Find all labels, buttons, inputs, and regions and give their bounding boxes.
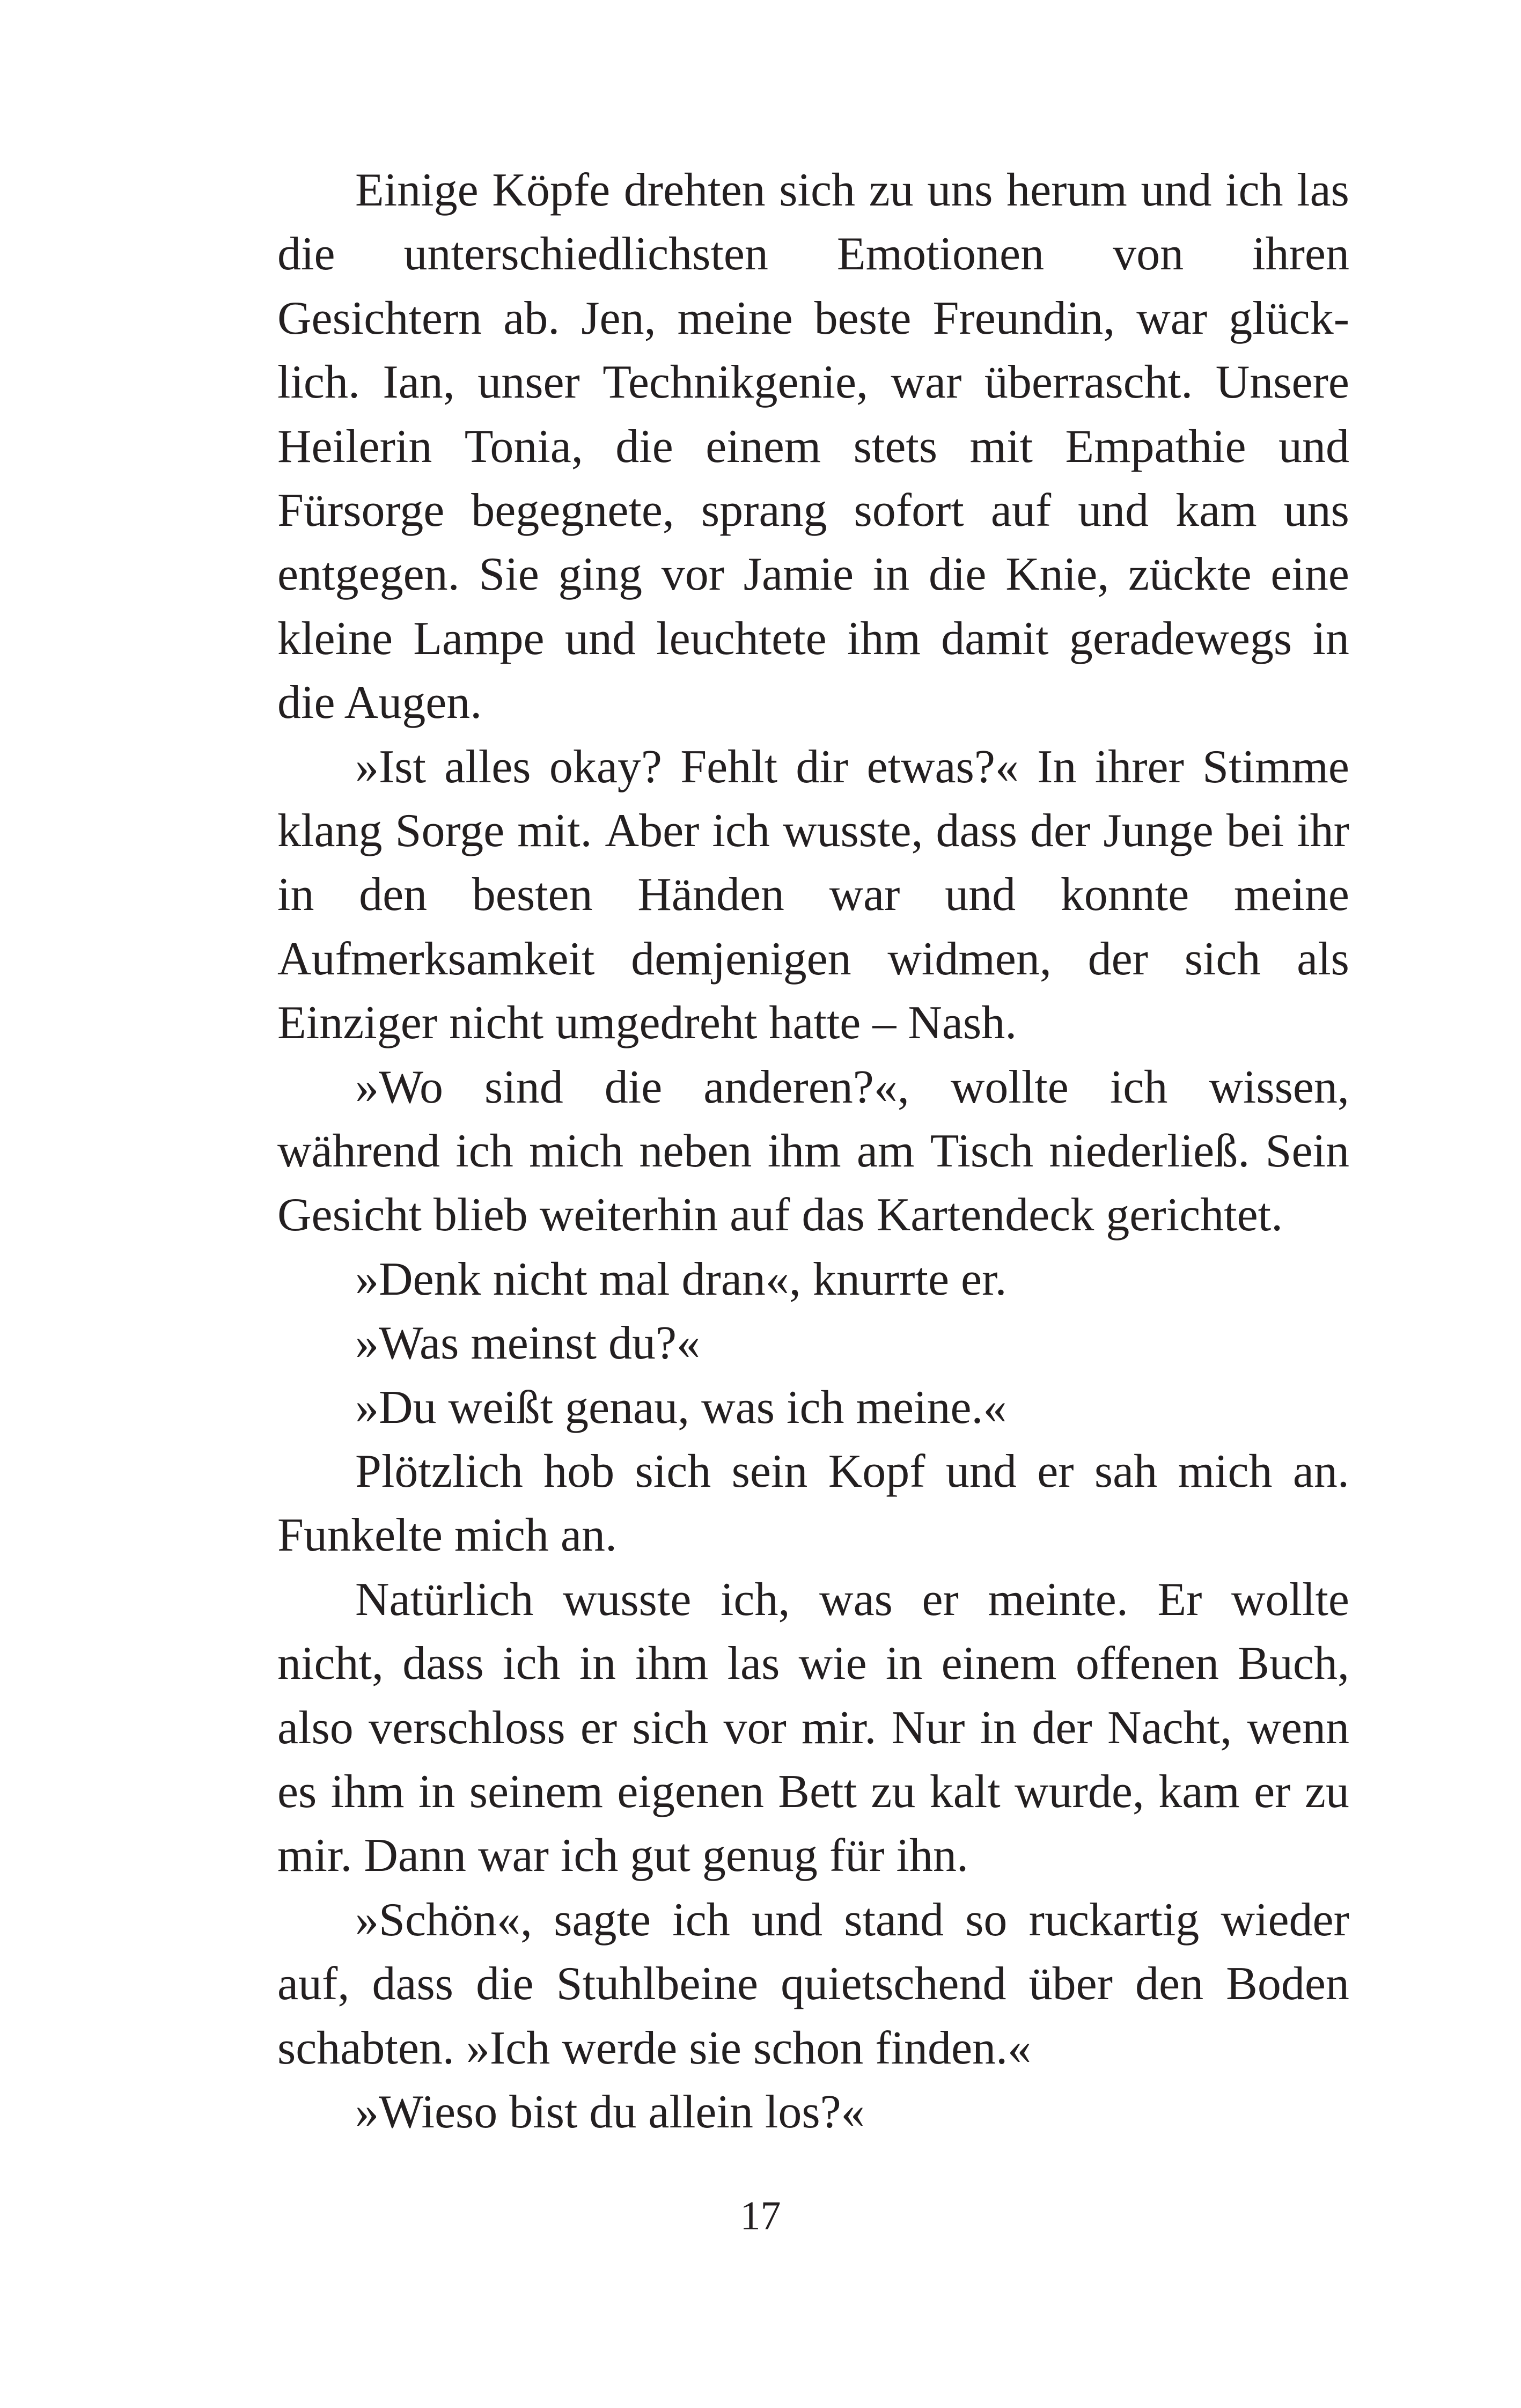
word: beste: [814, 292, 912, 344]
word: in: [980, 1702, 1017, 1754]
word: sich: [779, 164, 856, 216]
word: Er: [1157, 1574, 1202, 1626]
word: eigenen: [617, 1766, 764, 1818]
word: Sorge: [395, 805, 505, 857]
text-line: Funkelte mich an.: [277, 1509, 617, 1561]
word: vor: [723, 1702, 787, 1754]
word: wissen,: [1209, 1061, 1349, 1113]
word: und: [751, 1894, 822, 1946]
word: Kopf: [828, 1445, 925, 1497]
page-number: 17: [740, 2193, 781, 2238]
word: Köpfe: [492, 164, 611, 216]
text-line: [277, 607, 1349, 671]
word: war: [1136, 292, 1208, 344]
text-line: [277, 799, 1349, 863]
word: herum: [1006, 164, 1127, 216]
word: wollte: [950, 1061, 1069, 1113]
word: mich: [1178, 1445, 1273, 1497]
word: sagte: [554, 1894, 651, 1946]
word: alles: [444, 741, 531, 793]
word: Emotionen: [836, 228, 1045, 280]
word: widmen,: [887, 933, 1052, 985]
word: ich,: [720, 1574, 790, 1626]
word: was: [819, 1574, 893, 1626]
word: sich: [1184, 933, 1261, 985]
text-line: [355, 1440, 1349, 1503]
text-line: [277, 1632, 1349, 1695]
word: so: [965, 1894, 1008, 1946]
word: ab.: [503, 292, 560, 344]
word: in: [885, 1638, 923, 1690]
word: auf: [990, 484, 1052, 537]
word: er: [1037, 1445, 1074, 1497]
text-line: [277, 222, 1349, 286]
word: in: [418, 1766, 455, 1818]
word: und: [945, 1445, 1017, 1497]
word: wenn: [1247, 1702, 1349, 1754]
word: er: [580, 1702, 618, 1754]
word: wusste: [562, 1574, 692, 1626]
word: zu: [1304, 1766, 1349, 1818]
word: Tisch: [930, 1125, 1034, 1177]
word: einem: [706, 421, 821, 473]
text-line: [277, 1760, 1349, 1824]
word: in: [277, 869, 314, 921]
word: lich.: [277, 356, 360, 408]
word: okay?: [549, 741, 662, 793]
word: Buch,: [1238, 1638, 1349, 1690]
word: sein: [731, 1445, 808, 1497]
word: las: [727, 1638, 780, 1690]
word: und: [564, 613, 636, 665]
word: dass: [936, 805, 1018, 857]
word: nicht,: [277, 1638, 384, 1690]
text-line: [277, 1952, 1349, 2016]
word: »Ist: [355, 741, 426, 793]
word: Stimme: [1202, 741, 1349, 793]
text-line: [355, 735, 1349, 799]
word: meine: [677, 292, 793, 344]
word: eine: [1270, 548, 1349, 600]
word: sprang: [701, 484, 827, 537]
word: der: [1088, 933, 1148, 985]
word: zu: [869, 164, 914, 216]
word: ich: [712, 805, 770, 857]
word: ich: [503, 1638, 561, 1690]
text-line: [277, 1119, 1349, 1183]
word: Natürlich: [355, 1574, 534, 1626]
text-line: [277, 863, 1349, 927]
word: also: [277, 1702, 354, 1754]
word: »Schön«,: [355, 1894, 532, 1946]
word: am: [856, 1125, 915, 1177]
word: vor: [661, 548, 725, 600]
text-line: [277, 415, 1349, 479]
word: verschloss: [369, 1702, 565, 1754]
word: über: [1028, 1958, 1113, 2010]
word: die: [277, 228, 335, 280]
word: die: [928, 548, 987, 600]
text-line: Einziger nicht umgedreht hatte – Nash.: [277, 997, 1017, 1049]
word: auf,: [277, 1958, 350, 2010]
word: Empathie: [1065, 421, 1246, 473]
word: neben: [639, 1125, 752, 1177]
word: Technikgenie,: [602, 356, 869, 408]
word: meinte.: [988, 1574, 1128, 1626]
word: mich: [529, 1125, 624, 1177]
word: klang: [277, 805, 383, 857]
word: Unsere: [1215, 356, 1349, 408]
word: ihm: [635, 1638, 709, 1690]
word: ihren: [1252, 228, 1349, 280]
word: dass: [402, 1638, 484, 1690]
text-line: »Denk nicht mal dran«, knurrte er.: [355, 1253, 1007, 1305]
word: begegnete,: [471, 484, 674, 537]
word: kleine: [277, 613, 393, 665]
word: etwas?«: [866, 741, 1019, 793]
word: mir.: [802, 1702, 877, 1754]
word: und: [945, 869, 1016, 921]
word: in: [1312, 613, 1349, 665]
word: Ian,: [383, 356, 455, 408]
word: uns: [927, 164, 993, 216]
word: sah: [1094, 1445, 1158, 1497]
word: ging: [558, 548, 642, 600]
word: war: [891, 356, 962, 408]
word: den: [1135, 1958, 1204, 2010]
text-line: die Augen.: [277, 677, 482, 729]
text-line: [277, 1696, 1349, 1760]
text-line: Gesicht blieb weiterhin auf das Kartendeck gerichtet.: [277, 1189, 1283, 1241]
word: wurde,: [1015, 1766, 1144, 1818]
word: Nur: [891, 1702, 965, 1754]
word: Einige: [355, 164, 479, 216]
word: sich: [632, 1702, 709, 1754]
word: kalt: [929, 1766, 1001, 1818]
word: seinem: [469, 1766, 603, 1818]
word: und: [1141, 164, 1212, 216]
word: zückte: [1128, 548, 1252, 600]
word: ihrer: [1094, 741, 1184, 793]
text-line: »Was meinst du?«: [355, 1317, 701, 1369]
word: ihm: [330, 1766, 405, 1818]
word: der: [1032, 1702, 1092, 1754]
word: Sein: [1265, 1125, 1349, 1177]
word: ich: [1109, 1061, 1168, 1113]
word: als: [1297, 933, 1349, 985]
word: ich: [672, 1894, 730, 1946]
word: Knie,: [1005, 548, 1109, 600]
word: sich: [635, 1445, 711, 1497]
word: die: [604, 1061, 663, 1113]
word: er: [922, 1574, 959, 1626]
word: Boden: [1226, 1958, 1349, 2010]
text-line: [277, 479, 1349, 542]
word: die: [476, 1958, 534, 2010]
word: Stuhlbeine: [556, 1958, 759, 2010]
word: kam: [1175, 484, 1257, 537]
word: einem: [941, 1638, 1057, 1690]
word: »Wo: [355, 1061, 444, 1113]
word: drehten: [623, 164, 766, 216]
word: niederließ.: [1049, 1125, 1250, 1177]
word: zu: [871, 1766, 916, 1818]
word: mit.: [517, 805, 592, 857]
word: wusste,: [782, 805, 923, 857]
word: anderen?«,: [703, 1061, 909, 1113]
word: uns: [1283, 484, 1349, 537]
word: stets: [853, 421, 938, 473]
text-line: [277, 350, 1349, 414]
word: es: [277, 1766, 317, 1818]
text-line: [277, 927, 1349, 991]
word: Jen,: [581, 292, 656, 344]
word: kam: [1158, 1766, 1240, 1818]
word: Fürsorge: [277, 484, 445, 537]
word: unterschiedlichsten: [403, 228, 768, 280]
text-line: »Wieso bist du allein los?«: [355, 2086, 865, 2138]
word: bei: [1226, 805, 1284, 857]
word: Heilerin: [277, 421, 432, 473]
word: demjenigen: [631, 933, 851, 985]
word: ihm: [847, 613, 921, 665]
word: offenen: [1075, 1638, 1219, 1690]
word: und: [1078, 484, 1149, 537]
word: mit: [969, 421, 1033, 473]
word: meine: [1233, 869, 1349, 921]
word: geradewegs: [1069, 613, 1292, 665]
word: Händen: [637, 869, 784, 921]
word: er: [1254, 1766, 1291, 1818]
word: Nacht,: [1107, 1702, 1232, 1754]
word: an.: [1292, 1445, 1349, 1497]
word: konnte: [1060, 869, 1189, 921]
word: In: [1037, 741, 1077, 793]
word: Fehlt: [680, 741, 778, 793]
word: Aber: [605, 805, 700, 857]
word: las: [1297, 164, 1349, 216]
word: Bett: [778, 1766, 857, 1818]
text-line: schabten. »Ich werde sie schon finden.«: [277, 2022, 1032, 2074]
text-line: »Du weißt genau, was ich meine.«: [355, 1382, 1007, 1434]
word: ich: [1225, 164, 1283, 216]
word: war: [829, 869, 900, 921]
text-line: mir. Dann war ich gut genug für ihn.: [277, 1830, 968, 1882]
word: dir: [796, 741, 849, 793]
word: glück-: [1229, 292, 1349, 344]
text-line: [277, 287, 1349, 350]
word: überrascht.: [984, 356, 1193, 408]
word: während: [277, 1125, 440, 1177]
word: Tonia,: [464, 421, 583, 473]
word: Gesichtern: [277, 292, 482, 344]
word: hob: [543, 1445, 615, 1497]
text-line: [355, 158, 1349, 222]
word: stand: [844, 1894, 944, 1946]
word: Plötzlich: [355, 1445, 523, 1497]
text-line: [355, 1568, 1349, 1632]
word: wie: [798, 1638, 867, 1690]
word: und: [1278, 421, 1349, 473]
word: sind: [484, 1061, 563, 1113]
word: den: [359, 869, 428, 921]
word: damit: [941, 613, 1049, 665]
word: entgegen.: [277, 548, 460, 600]
word: Freundin,: [932, 292, 1115, 344]
word: Junge: [1103, 805, 1214, 857]
word: Aufmerksamkeit: [277, 933, 595, 985]
word: in: [872, 548, 910, 600]
word: Lampe: [413, 613, 545, 665]
word: in: [579, 1638, 616, 1690]
word: dass: [372, 1958, 454, 2010]
word: leuchtete: [656, 613, 827, 665]
word: Sie: [479, 548, 539, 600]
word: sofort: [854, 484, 964, 537]
text-line: [277, 542, 1349, 606]
word: ich: [455, 1125, 513, 1177]
word: ihm: [767, 1125, 841, 1177]
word: ruckartig: [1028, 1894, 1200, 1946]
text-line: [355, 1055, 1349, 1119]
word: von: [1113, 228, 1184, 280]
word: die: [615, 421, 673, 473]
word: wollte: [1231, 1574, 1349, 1626]
word: ihr: [1297, 805, 1349, 857]
word: wieder: [1221, 1894, 1349, 1946]
word: Jamie: [743, 548, 854, 600]
word: der: [1030, 805, 1091, 857]
word: besten: [472, 869, 593, 921]
text-line: [355, 1888, 1349, 1952]
word: unser: [477, 356, 580, 408]
word: quietschend: [781, 1958, 1006, 2010]
